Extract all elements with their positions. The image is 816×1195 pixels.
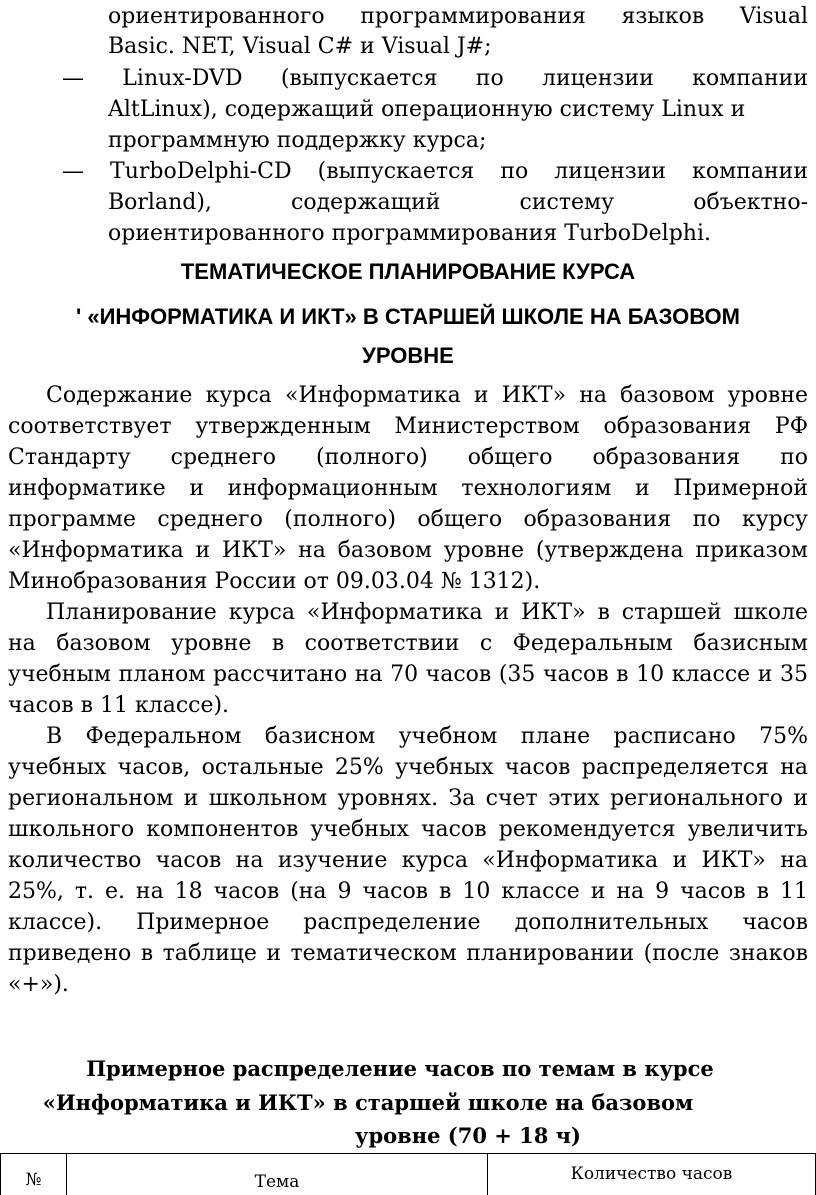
paragraph-line: соответствует утвержденным Министерством образования РФ: [8, 414, 808, 439]
paragraph-line: «Информатика и ИКТ» на базовом уровне (утверждена приказом: [8, 538, 808, 563]
table-header-row: [1, 1154, 816, 1195]
column-header-topic: Тема: [67, 1154, 488, 1195]
table-title: уровне (70 + 18 ч): [355, 1123, 581, 1148]
column-header-number: №: [1, 1154, 67, 1195]
section-heading: УРОВНЕ: [362, 343, 454, 368]
list-line: — TurboDelphi-CD (выпускается по лицензии компании: [62, 159, 808, 184]
paragraph-line: 25%, т. е. на 18 часов (на 9 часов в 10 классе и на 9 часов в 11: [8, 879, 808, 904]
paragraph-line: Планирование курса «Информатика и ИКТ» в старшей школе: [46, 600, 808, 625]
list-line: Basic. NET, Visual C# и Visual J#;: [108, 34, 492, 59]
paragraph-line: программе среднего (полного) общего образования по курсу: [8, 507, 808, 532]
section-heading: ' «ИНФОРМАТИКА И ИКТ» В СТАРШЕЙ ШКОЛЕ НА БАЗОВОМ: [76, 304, 740, 329]
paragraph-line: учебных часов, остальные 25% учебных часов распределяется на: [8, 755, 808, 780]
paragraph-line: Содержание курса «Информатика и ИКТ» на базовом уровне: [46, 383, 808, 408]
list-line: ориентированного программирования TurboDelphi.: [108, 221, 711, 246]
paragraph-line: учебным планом рассчитано на 70 часов (35 часов в 10 классе и 35: [8, 662, 808, 687]
paragraph-line: количество часов на изучение курса «Информатика и ИКТ» на: [8, 848, 808, 873]
list-line: — Linux-DVD (выпускается по лицензии компании: [62, 66, 808, 91]
list-line: Borland), содержащий систему объектно-: [108, 190, 808, 215]
list-line: AltLinux), содержащий операционную систему Linux и: [108, 97, 746, 122]
paragraph-line: В Федеральном базисном учебном плане расписано 75%: [46, 724, 808, 749]
list-line: программную поддержку курса;: [108, 128, 487, 153]
section-heading: ТЕМАТИЧЕСКОЕ ПЛАНИРОВАНИЕ КУРСА: [180, 259, 636, 284]
paragraph-line: Минобразования России от 09.03.04 № 1312).: [8, 569, 541, 594]
hours-table: [0, 1153, 816, 1195]
paragraph-line: Стандарту среднего (полного) общего образования по: [8, 445, 808, 470]
paragraph-line: приведено в таблице и тематическом планировании (после знаков: [8, 941, 808, 966]
paragraph-line: классе). Примерное распределение дополнительных часов: [8, 910, 808, 935]
paragraph-line: часов в 11 классе).: [8, 693, 230, 718]
table-title: «Информатика и ИКТ» в старшей школе на базовом: [42, 1090, 694, 1115]
paragraph-line: информатике и информационным технологиям и Примерной: [8, 476, 808, 501]
paragraph-line: региональном и школьном уровнях. За счет этих регионального и: [8, 786, 808, 811]
paragraph-line: «+»).: [8, 972, 69, 997]
paragraph-line: на базовом уровне в соответствии с Федеральным базисным: [8, 631, 808, 656]
column-header-hours: Количество часов: [488, 1154, 816, 1195]
paragraph-line: школьного компонентов учебных часов рекомендуется увеличить: [8, 817, 808, 842]
list-line: ориентированного программирования языков Visual: [108, 4, 808, 29]
table-title: Примерное распределение часов по темам в курсе: [86, 1056, 714, 1081]
